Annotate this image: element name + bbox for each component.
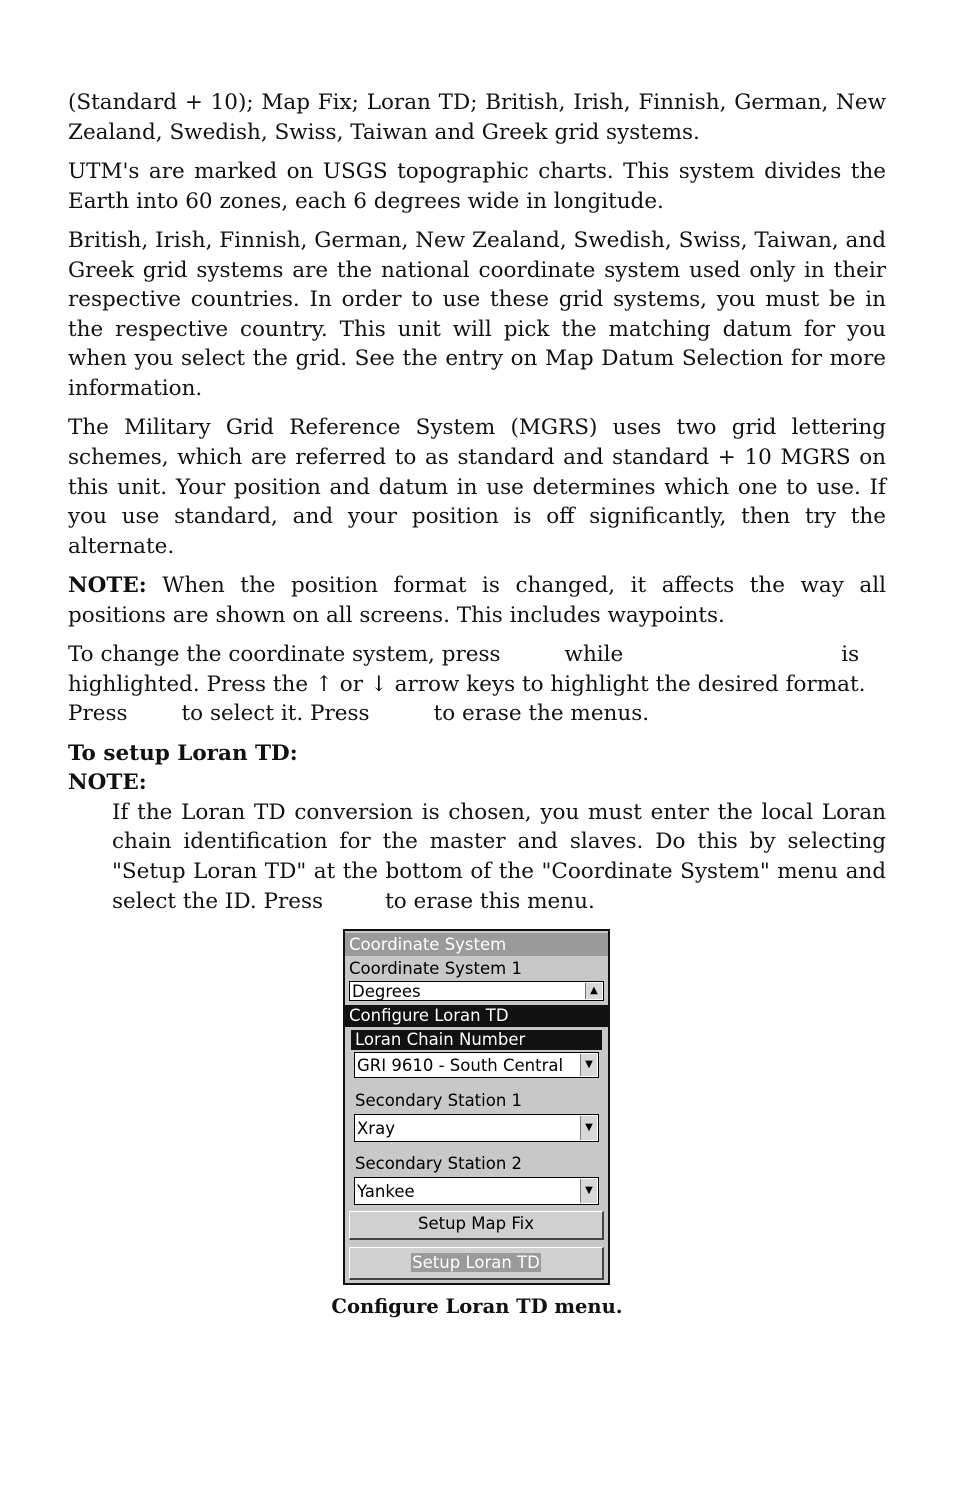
note-paragraph <box>112 798 886 916</box>
secondary-station-2-select[interactable] <box>354 1177 599 1205</box>
text-fragment: to erase the menus. <box>433 701 650 727</box>
note-label: NOTE: <box>68 770 147 796</box>
text-fragment: If the Loran TD conversion is chosen, you must enter the local Loran chain identification for the master and slaves. Do this by selecting "Setup Loran TD" at the bottom of the "Coordinate System" menu and select the ID. Press <box>112 799 886 914</box>
note-text: When the position format is changed, it affects the way all positions are shown on all screens. This includes waypoints. <box>68 573 886 628</box>
note-label: NOTE: <box>68 573 147 599</box>
select-value: Yankee <box>357 1182 415 1201</box>
text-fragment: To change the coordinate system, press <box>68 642 501 668</box>
configure-loran-bar: Configure Loran TD <box>345 1005 608 1027</box>
scroll-up-icon[interactable]: ▲ <box>585 983 602 999</box>
coordinate-system-label: Coordinate System 1 <box>349 959 522 978</box>
paragraph: UTM's are marked on USGS topographic charts. This system divides the Earth into 60 zones, each 6 degrees wide in longitude. <box>68 158 886 214</box>
paragraph: British, Irish, Finnish, German, New Zealand, Swedish, Swiss, Taiwan, and Greek grid systems are the national coordinate system used only in their respective countries. In order to use these grid systems, you must be in the respective country. This unit will pick the matching datum for you when you select the grid. See the entry on Map Datum Selection for more information. <box>68 227 886 401</box>
chevron-down-icon[interactable]: ▼ <box>580 1116 597 1140</box>
device-screenshot <box>343 929 610 1285</box>
figure-caption: Configure Loran TD menu. <box>331 1295 623 1318</box>
setup-loran-td-button[interactable] <box>349 1247 604 1280</box>
select-value: Xray <box>357 1119 395 1138</box>
secondary-station-2-label: Secondary Station 2 <box>355 1154 523 1173</box>
text-fragment: highlighted. Press the ↑ or ↓ arrow keys to highlight the desired format. Press <box>68 671 866 727</box>
button-label: Setup Loran TD <box>412 1253 540 1272</box>
chevron-down-icon[interactable]: ▼ <box>580 1179 597 1203</box>
secondary-station-1-label: Secondary Station 1 <box>355 1091 523 1110</box>
document-body <box>68 88 886 916</box>
setup-map-fix-button[interactable]: Setup Map Fix <box>349 1211 604 1240</box>
paragraph: (Standard + 10); Map Fix; Loran TD; British, Irish, Finnish, German, New Zealand, Swedish, Swiss, Taiwan and Greek grid systems. <box>68 90 886 145</box>
select-value: GRI 9610 - South Central <box>357 1056 564 1075</box>
coordinate-system-select[interactable] <box>349 981 604 1001</box>
paragraph: The Military Grid Reference System (MGRS) uses two grid lettering schemes, which are referred to as standard and standard + 10 MGRS on this unit. Your position and datum in use determines which one to use. If you use standard, and your position is off significantly, then try the alternate. <box>68 415 886 559</box>
section-heading: To setup Loran TD: <box>68 740 298 766</box>
instruction-paragraph <box>68 640 886 729</box>
text-fragment: to select it. Press <box>181 701 370 727</box>
note-paragraph <box>68 571 886 630</box>
text-fragment: is <box>841 642 860 668</box>
text-fragment: while <box>564 642 624 668</box>
chevron-down-icon[interactable]: ▼ <box>580 1054 597 1076</box>
menu-title: Coordinate System <box>345 933 608 956</box>
chain-number-select[interactable] <box>354 1052 599 1078</box>
chain-number-label: Loran Chain Number <box>351 1030 602 1050</box>
secondary-station-1-select[interactable] <box>354 1114 599 1142</box>
select-value: Degrees <box>352 982 421 1001</box>
text-fragment: to erase this menu. <box>385 888 595 914</box>
